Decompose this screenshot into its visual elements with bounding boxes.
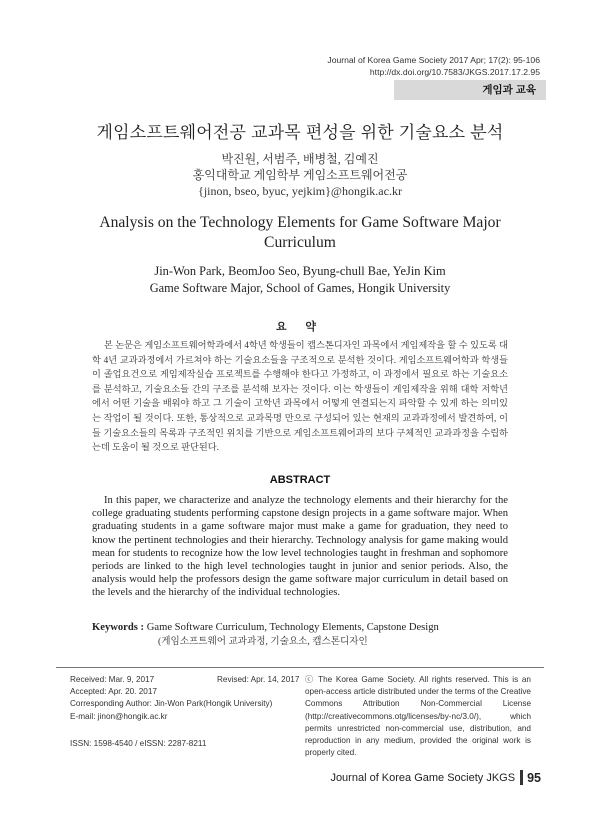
footer-divider [56,667,544,668]
paper-title-en: Analysis on the Technology Elements for Game Software Major Curriculum [99,214,501,251]
doi-line: http://dx.doi.org/10.7583/JKGS.2017.17.2.95 [369,67,540,77]
keywords-label: Keywords : [92,622,147,633]
affiliation-kr: 홍익대학교 게임학부 게임소프트웨어전공 [192,168,408,182]
keywords-en: Game Software Curriculum, Technology Elements, Capstone Design [146,622,439,633]
abstract-kr-heading: 요 약 [275,321,324,333]
footer-journal-name: Journal of Korea Game Society JKGS [330,771,516,784]
authors-kr: 박진원, 서범주, 배병철, 김예진 [221,152,379,166]
received-date: Received: Mar. 9, 2017 [70,675,155,684]
authors-block-en [0,263,600,297]
corresponding-email: E-mail: jinon@hongik.ac.kr [70,711,168,721]
issn: ISSN: 1598-4540 / eISSN: 2287-8211 [70,738,207,748]
authors-block-kr [0,151,600,199]
page-footer [330,770,541,785]
journal-header [327,54,540,78]
article-info [70,674,300,750]
abstract-en-text: In this paper, we characterize and analyze the technology elements and their hierarchy for the college graduating students performing capstone design projects in a game software major. When graduating students in a game software major must make a game for graduation, they need to know the pertinent technologies and their hierarchy. Technology analysis for game making would mean for students to recognize how the low level technologies taught in freshman and sophomore periods are linked to the high level technologies taught in junior and senior periods. Also, the analysis would help the professors design the game software major curriculum in detail based on the levels and the hierarchy of the individual technologies. [92,495,508,599]
abstract-en-heading: ABSTRACT [269,474,331,486]
page-number: 95 [527,770,541,785]
corresponding-author: Corresponding Author: Jin-Won Park(Hongik University) [70,699,273,709]
authors-en: Jin-Won Park, BeomJoo Seo, Byung-chull Bae, YeJin Kim [154,264,446,278]
keywords-kr: (게임소프트웨어 교과과정, 기술요소, 캡스톤디자인 [158,636,368,647]
section-badge: 게임과 교육 [394,80,546,100]
footer-separator [520,770,523,785]
author-emails: {jinon, bseo, byuc, yejkim}@hongik.ac.kr [198,184,402,198]
journal-citation: Journal of Korea Game Society 2017 Apr; 17(2): 95-106 [327,55,540,65]
paper-title-kr: 게임소프트웨어전공 교과목 편성을 위한 기술요소 분석 [96,123,504,142]
keywords-row-en [92,621,508,635]
keywords-block [92,621,508,649]
license-notice: ⓒ The Korea Game Society. All rights reserved. This is an open-access article distributed under the terms of the Creative Commons Attribution Non-Commercial License (http://creativecommons.otg/licenses/by-nc/3.0/), which permits unrestricted non-commercial use, distribution, and reproduction in any medium, provided the original work is properly cited. [305,675,531,758]
abstract-kr-text: 본 논문은 게임소프트웨어학과에서 4학년 학생들이 캡스톤디자인 과목에서 게임제작을 할 수 있도록 대학 4년 교과과정에서 가르쳐야 하는 기술요소들을 구조적으로 분석한 것이다. 게임소프트웨어학과 학생들이 졸업요건으로 게임제작실습 프로젝트를 수행해야 한다고 가정하고, 이 과정에서 필요로 하는 기술요소를 분석하고, 기술요소들 간의 구조를 분석해 보자는 것이다. 이는 학생들이 게임제작을 위해 대학 저학년에서 어떤 기술을 배워야 하고 그 기술이 고학년 과목에서 어떻게 연결되는지 파악할 수 있게 하는 의미있는 작업이 될 것이다. 또한, 통상적으로 교과목명 만으로 구성되어 있는 현재의 교과과정에서 발견하여, 이들 기술요소들의 목록과 구조적인 위치를 기반으로 게임소프트웨어과의 보다 구체적인 교과과정을 수립하는데 도움이 될 것으로 판단된다. [92,340,508,453]
accepted-date: Accepted: Apr. 20. 2017 [70,687,157,697]
revised-date: Revised: Apr. 14, 2017 [217,675,300,684]
affiliation-en: Game Software Major, School of Games, Hongik University [149,281,451,295]
